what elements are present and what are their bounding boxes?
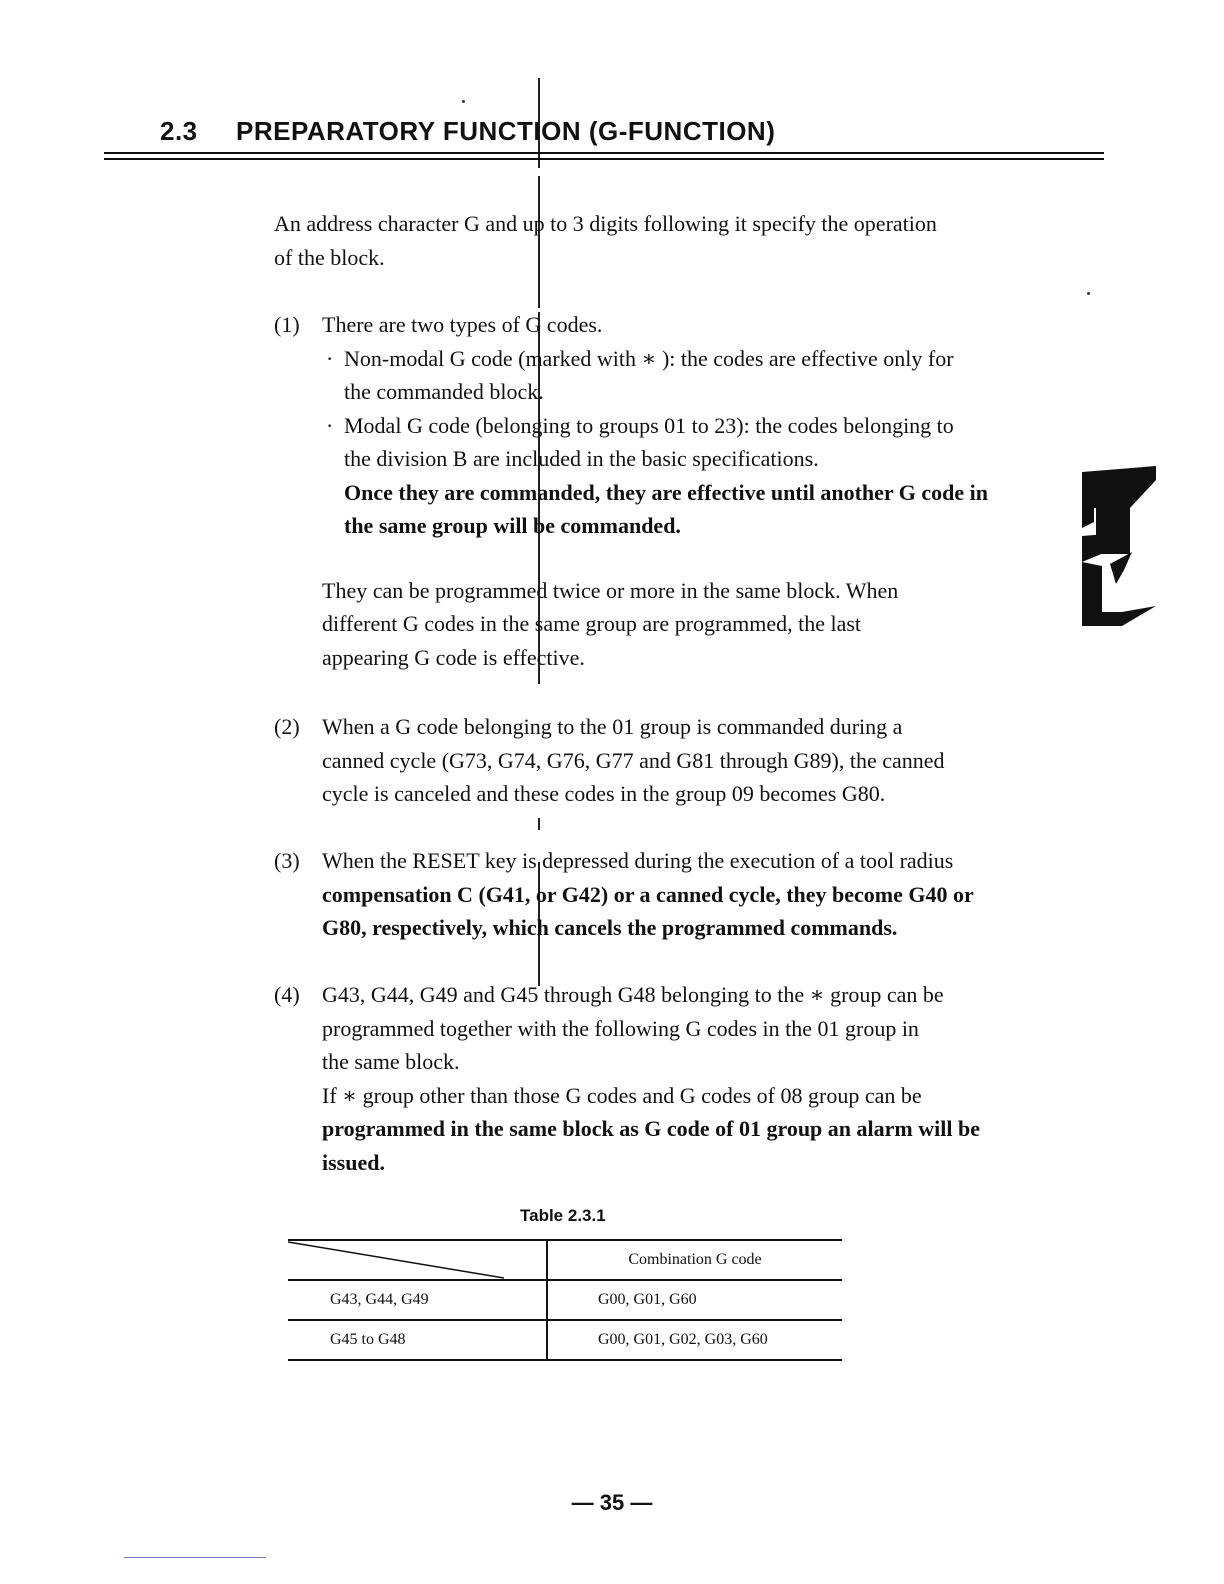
- item-line: G43, G44, G49 and G45 through G48 belonging to the ∗ group can be: [322, 982, 944, 1007]
- footer-rule: [124, 1557, 266, 1558]
- page-number: — 35 —: [571, 1490, 653, 1515]
- table-row: [288, 1320, 842, 1360]
- item-line: programmed together with the following G codes in the 01 group in: [322, 1015, 919, 1041]
- bullet-modal: [322, 409, 1064, 543]
- codes-cell: G00, G01, G60: [547, 1280, 842, 1320]
- section-heading: [160, 116, 775, 147]
- codes-cell: G00, G01, G02, G03, G60: [547, 1320, 842, 1360]
- scan-speck: [462, 100, 465, 103]
- item-after-line: different G codes in the same group are programmed, the last: [322, 611, 862, 636]
- item-line: G80, respectively, which cancels the programmed commands.: [322, 915, 898, 940]
- item-label: (3): [274, 848, 300, 873]
- item-line: When the RESET key is depressed during the execution of a tool radius: [322, 848, 954, 873]
- item-label: (4): [274, 982, 300, 1007]
- bullet-line: the same group will be commanded.: [344, 513, 681, 538]
- bullet-line: Modal G code (belonging to groups 01 to 23): the codes belonging to: [344, 412, 954, 438]
- header-corner-cell: [288, 1240, 547, 1280]
- item-label: (2): [274, 714, 300, 739]
- bullet-line: Non-modal G code (marked with ∗ ): the codes are effective only for: [344, 345, 954, 371]
- list-item-2: [274, 710, 1064, 811]
- bullet-non-modal: [322, 342, 1064, 409]
- intro-line: An address character G and up to 3 digits following it specify the operation: [274, 211, 937, 236]
- heading-rule-bottom: [104, 158, 1104, 160]
- item-after-line: appearing G code is effective.: [322, 644, 585, 670]
- item-line: issued.: [322, 1149, 385, 1175]
- intro-line: of the block.: [274, 245, 385, 270]
- g-code-combination-table: [288, 1239, 842, 1361]
- item-line: the same block.: [322, 1049, 460, 1074]
- bullet-marker: ·: [326, 412, 334, 438]
- scan-speck: [1087, 292, 1090, 295]
- item-label: (1): [274, 312, 300, 337]
- table-row: [288, 1280, 842, 1320]
- item-line: If ∗ group other than those G codes and G codes of 08 group can be: [322, 1082, 922, 1108]
- item-line: When a G code belonging to the 01 group is commanded during a: [322, 714, 903, 739]
- diagonal-divider: [288, 1241, 504, 1279]
- table-caption: Table 2.3.1: [520, 1206, 606, 1225]
- list-item-4: [274, 978, 1064, 1179]
- heading-rule-top: [104, 152, 1104, 154]
- section-title: PREPARATORY FUNCTION (G-FUNCTION): [236, 116, 776, 146]
- table-header-row: [288, 1240, 842, 1280]
- bullet-line: the division B are included in the basic specifications.: [344, 446, 819, 471]
- list-item-1: [274, 308, 1064, 674]
- item-line: compensation C (G41, or G42) or a canned cycle, they become G40 or: [322, 881, 974, 907]
- item-line: canned cycle (G73, G74, G76, G77 and G81 through G89), the canned: [322, 747, 945, 773]
- intro-paragraph: [274, 207, 937, 275]
- chapter-tab-marker: [1082, 466, 1156, 632]
- item-line: cycle is canceled and these codes in the group 09 becomes G80.: [322, 781, 886, 806]
- group-cell: G43, G44, G49: [288, 1280, 547, 1320]
- header-combination: Combination G code: [547, 1240, 842, 1280]
- item-after-line: They can be programmed twice or more in the same block. When: [322, 577, 899, 603]
- bullet-line: Once they are commanded, they are effective until another G code in: [344, 479, 989, 505]
- section-number: 2.3: [160, 116, 198, 146]
- bullet-line: the commanded block.: [344, 379, 544, 404]
- group-cell: G45 to G48: [288, 1320, 547, 1360]
- scan-artifact-line: [538, 818, 540, 830]
- item-line: programmed in the same block as G code of 01 group an alarm will be: [322, 1116, 980, 1141]
- item-text: There are two types of G codes.: [322, 312, 603, 337]
- bullet-marker: ·: [326, 345, 334, 371]
- list-item-3: [274, 844, 1064, 945]
